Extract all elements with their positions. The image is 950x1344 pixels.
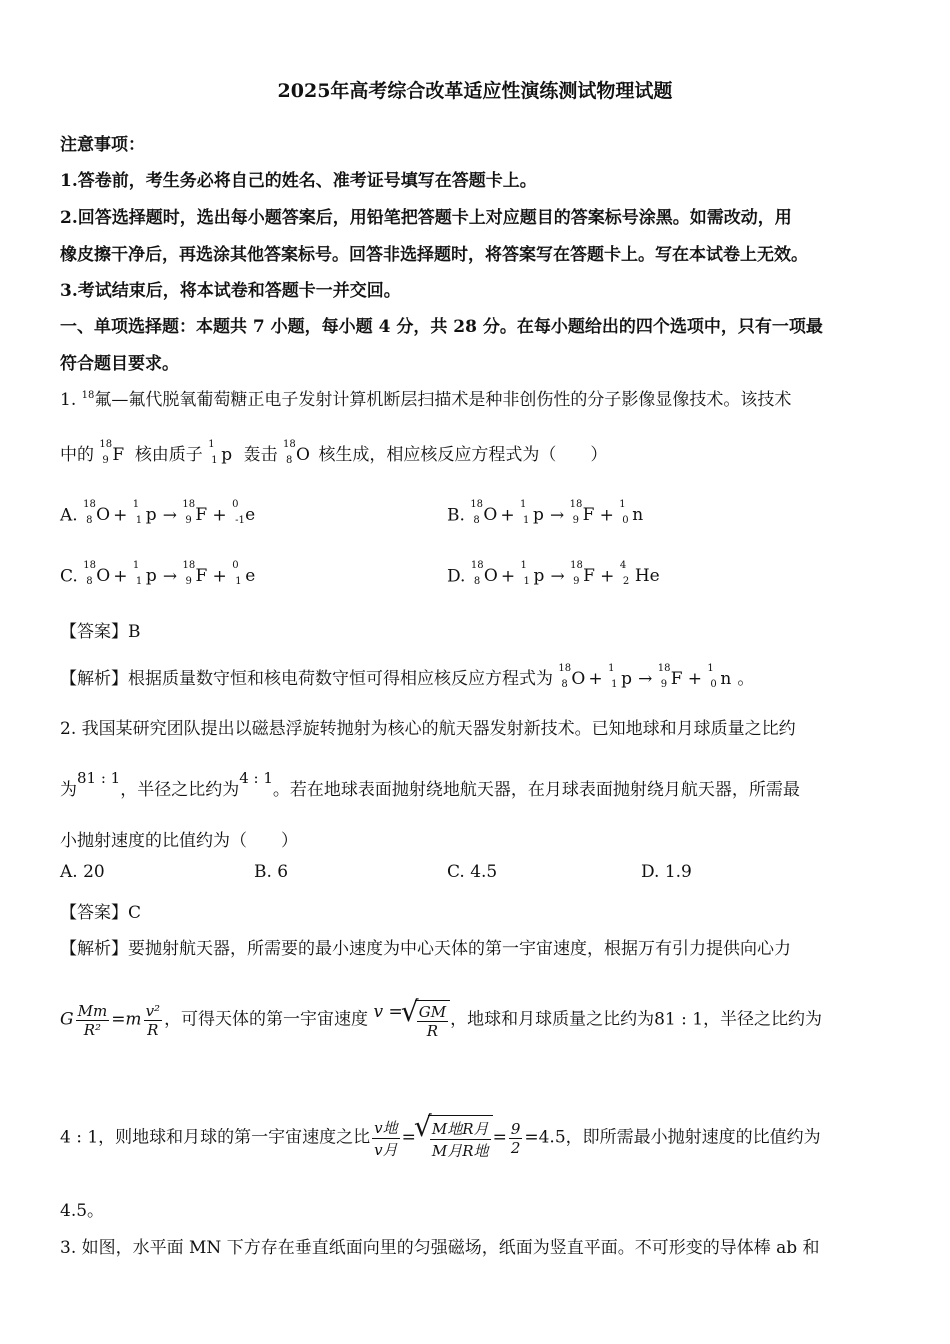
notice-heading: 注意事项： <box>60 135 145 155</box>
nuclide-F: 18 9 F <box>182 499 208 526</box>
nuclide-O: 18 8 O <box>83 499 111 526</box>
notice-item-3: 3.考试结束后，将本试卷和答题卡一并交回。 <box>60 281 401 301</box>
nuclide-p: 1 1 p <box>208 438 233 466</box>
nuclide-F: 18 9 F <box>99 438 125 466</box>
q2-analysis-line1: 【解析】要抛射航天器，所需要的最小速度为中心天体的第一宇宙速度，根据万有引力提供向心力 <box>60 939 791 959</box>
notice-item-2b: 橡皮擦干净后，再选涂其他答案标号。回答非选择题时，将答案写在答题卡上。写在本试卷上无效。 <box>60 245 808 265</box>
q1-line2 <box>60 440 607 467</box>
q2-option-b[interactable]: B. 6 <box>254 862 289 882</box>
nuclide-F: 18 9 F <box>657 662 683 690</box>
q2-option-c[interactable]: C. 4.5 <box>447 862 498 882</box>
notice-item-2a: 2.回答选择题时，选出每小题答案后，用铅笔把答题卡上对应题目的答案标号涂黑。如需改动，用 <box>60 208 792 228</box>
nuclide-O: 18 8 O <box>558 662 586 690</box>
nuclide-p: 1 1 p <box>608 662 632 690</box>
q1-option-c[interactable]: C. 18 8 O + 1 1 p → 18 9 F + 0 1 e <box>60 566 262 588</box>
q2-line2: 为81 : 1，半径之比约为4 : 1。若在地球表面抛射绕地航天器，在月球表面抛射绕月航天器，所需最 <box>60 769 800 800</box>
q1-text2d: 核生成，相应核反应方程式为（ ） <box>318 445 608 465</box>
nuclide-He: 4 2 He <box>619 560 660 587</box>
notice-item-1: 1.答卷前，考生务必将自己的姓名、准考证号填写在答题卡上。 <box>60 171 537 191</box>
q1-text2c: 轰击 <box>243 445 278 465</box>
nuclide-O: 18 8 O <box>470 499 498 526</box>
nuclide-p: 1 1 p <box>520 560 545 587</box>
q1-option-a[interactable]: A. 18 8 O + 1 1 p → 18 9 F + 0 -1 e <box>60 505 262 527</box>
q2-line3: 小抛射速度的比值约为（ ） <box>60 831 298 851</box>
q2-option-a[interactable]: A. 20 <box>60 862 105 882</box>
nuclide-n: 1 0 n <box>707 662 732 690</box>
q2-line1: 2. 我国某研究团队提出以磁悬浮旋转抛射为核心的航天器发射新技术。已知地球和月球质量之比约 <box>60 719 796 739</box>
nuclide-p: 1 1 p <box>132 499 157 526</box>
q2-analysis-line2: G $\frac{Mm}{\text{R²}}$ =m $\frac{\text{v²}}{R}$ ，可得天体的第一宇宙速度 v = √ $\frac{GM}{R}$ ，地球和月球质量之比约为81 : 1，半径之比约为 <box>60 1000 822 1040</box>
nuclide-F: 18 9 F <box>569 499 595 526</box>
q1-superscript: 18 <box>81 390 95 401</box>
q1-line1 <box>60 385 791 410</box>
q3-line1: 3. 如图，水平面 MN 下方存在垂直纸面向里的匀强磁场，纸面为竖直平面。不可形变的导体棒 ab 和 <box>60 1238 820 1258</box>
nuclide-p: 1 1 p <box>519 499 544 526</box>
q1-text2a: 中的 <box>60 445 94 465</box>
q2-mass-ratio: 81 : 1 <box>77 769 121 787</box>
nuclide-O: 18 8 O <box>83 560 111 587</box>
q1-number: 1. <box>60 390 82 410</box>
nuclide-e-minus: 0 -1 e <box>232 499 256 526</box>
nuclide-O: 18 8 O <box>470 560 498 587</box>
nuclide-p: 1 1 p <box>132 560 157 587</box>
q2-radius-ratio: 4 : 1 <box>239 769 273 787</box>
nuclide-O: 18 8 O <box>283 438 310 466</box>
q2-analysis-line3: 4 : 1，则地球和月球的第一宇宙速度之比 $\frac{\text{v地}}{\text{v月}}$ = √ $\frac{\text{M地R月}}{\text{M月R地}}$ = $\frac{9}{2}$ =4.5，即所需最小抛射速度的比值约为 <box>60 1115 821 1161</box>
q2-analysis-line4: 4.5。 <box>60 1201 105 1221</box>
section-heading-line1: 一、单项选择题：本题共 7 小题，每小题 4 分，共 28 分。在每小题给出的四个选项中，只有一项最 <box>60 317 823 337</box>
nuclide-F: 18 9 F <box>182 560 208 587</box>
page-title: 2025年高考综合改革适应性演练测试物理试题 <box>277 80 673 102</box>
nuclide-e-plus: 0 1 e <box>232 560 256 587</box>
q1-analysis: 【解析】根据质量数守恒和核电荷数守恒可得相应核反应方程式为 18 8 O + 1 1 p → 18 9 F + 1 0 n 。 <box>60 662 755 690</box>
q1-answer: 【答案】B <box>60 622 141 642</box>
nuclide-F: 18 9 F <box>570 560 595 587</box>
q1-analysis-text: 【解析】根据质量数守恒和核电荷数守恒可得相应核反应方程式为 <box>60 669 553 689</box>
q1-option-b[interactable]: B. 18 8 O + 1 1 p → 18 9 F + 1 0 n <box>447 505 649 527</box>
q1-option-d[interactable]: D. 18 8 O + 1 1 p → 18 9 F + 4 2 He <box>447 560 660 587</box>
q1-text1: 氟—氟代脱氧葡萄糖正电子发射计算机断层扫描术是种非创伤性的分子影像显像技术。该技术 <box>94 390 792 410</box>
q2-answer: 【答案】C <box>60 903 142 923</box>
q2-option-d[interactable]: D. 1.9 <box>641 862 692 882</box>
q1-text2b: 核由质子 <box>134 445 203 465</box>
nuclide-n: 1 0 n <box>619 499 644 526</box>
section-heading-line2: 符合题目要求。 <box>60 354 179 374</box>
